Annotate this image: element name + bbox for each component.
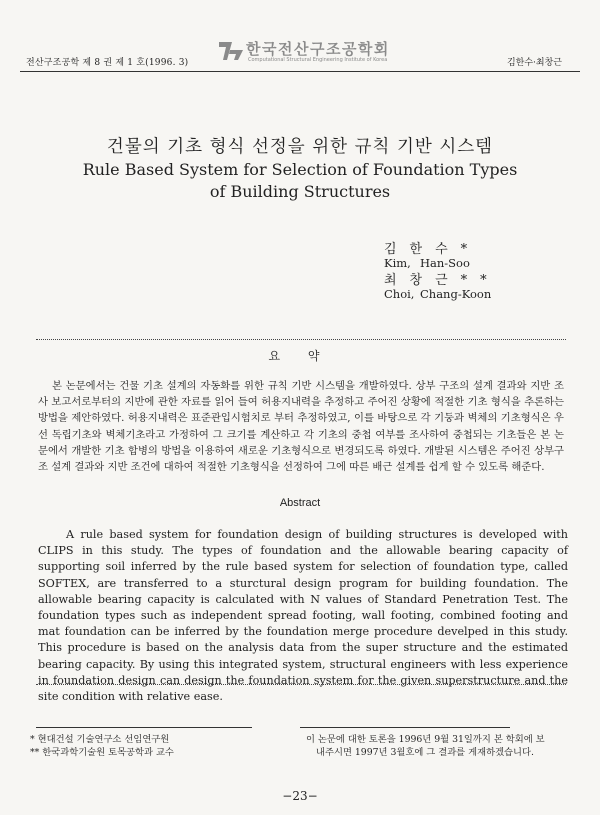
abstract-korean-text: 본 논문에서는 건물 기초 설계의 자동화를 위한 규칙 기반 시스템을 개발하였다. 상부 구조의 설계 결과와 지반 조사 보고서로부터의 지반에 관한 자료를 읽어 들여 허용지내력을 추정하고 주어진 상황에 적절한 기초 형식을 추론하는 방법을 제안하였다. 허용지내력은 표준관입시험치로 부터 추정하였고, 이를 바탕으로 각 기둥과 벽체의 기초형식은 우선 독립기초와 벽체기초라고 가정하여 그 크기를 계산하고 각 기초의 중첩 여부를 조사하여 중첩되는 기초들은 본 논문에서 개발한 기초 합병의 방법을 이용하여 새로운 기초형식으로 변경되도록 하였다. 개발된 시스템은 주어진 상부구조 설계 결과와 지반 조건에 대하여 적절한 기초형식을 선정하여 그에 따른 배근 설계를 쉽게 할 수 있도록 해준다. <box>38 380 564 474</box>
society-logo-mark-icon <box>218 40 244 62</box>
footnote-mark-2: ** <box>30 747 40 758</box>
author1-family: Kim, <box>384 256 411 270</box>
abstract-english-text: A rule based system for foundation design of building structures is developed with CLIPS in this study. The types of foundation and the allowable bearing capacity of supporting soil inferred by the rule based system for selection of foundation type, called SOFTEX, are transferred to a sturctural design program for building foundation. The allowable bearing capacity is calculated with N values of Standard Penetration Test. The foundation types such as independent spread footing, wall footing, combined footing and mat foundation can be inferred by the foundation merge procedure develped in this study. This procedure is based on the analysis data from the super structure and the estimated bearing capacity. By using this integrated system, structural engineers with less experience in foundation design can design the foundation system for the given superstructure and the site condition with relative ease. <box>38 528 568 704</box>
author1-given: Han-Soo <box>420 256 470 270</box>
abstract-english <box>38 527 568 705</box>
author2-korean: 최창근** <box>384 273 500 288</box>
separator-dotted-top <box>36 339 566 340</box>
title-korean: 건물의 기초 형식 선정을 위한 규칙 기반 시스템 <box>106 137 494 157</box>
title-english-line2: of Building Structures <box>209 182 391 201</box>
abstract-korean-heading: 요 약 <box>268 349 332 363</box>
discussion-note-line2: 내주시면 1997년 3월호에 그 결과를 게재하겠습니다. <box>316 747 534 758</box>
abstract-english-heading: Abstract <box>279 497 321 509</box>
society-name-english: Computational Structural Engineering Institute of Korea <box>248 57 388 63</box>
title-english-line1: Rule Based System for Selection of Foundation Types <box>82 160 518 179</box>
footnote-author2-text: 한국과학기술원 토목공학과 교수 <box>42 747 174 758</box>
footnote-author1 <box>30 733 169 747</box>
abstract-korean <box>38 378 564 475</box>
author2-family: Choi, <box>384 287 415 301</box>
society-logo <box>218 38 418 68</box>
author2-given: Chang-Koon <box>420 287 492 301</box>
footnote-mark-1: * <box>30 734 35 745</box>
separator-dotted-bottom <box>36 684 566 685</box>
society-name-korean: 한국전산구조공학회 <box>246 40 390 58</box>
author1-korean: 김한수* <box>384 242 481 257</box>
footnote-author1-text: 현대건설 기술연구소 선임연구원 <box>37 734 170 745</box>
footnote-rule-right <box>300 727 510 728</box>
discussion-note-line1: 이 논문에 대한 토론을 1996년 9월 31일까지 본 학회에 보 <box>306 734 545 745</box>
footnote-rule-left <box>36 727 252 728</box>
running-authors: 김한수·최창근 <box>506 58 562 68</box>
header-rule <box>20 71 580 72</box>
footnote-author2 <box>30 746 174 760</box>
journal-citation: 전산구조공학 제 8 권 제 1 호(1996. 3) <box>26 58 189 68</box>
page-number: −23− <box>282 789 318 803</box>
